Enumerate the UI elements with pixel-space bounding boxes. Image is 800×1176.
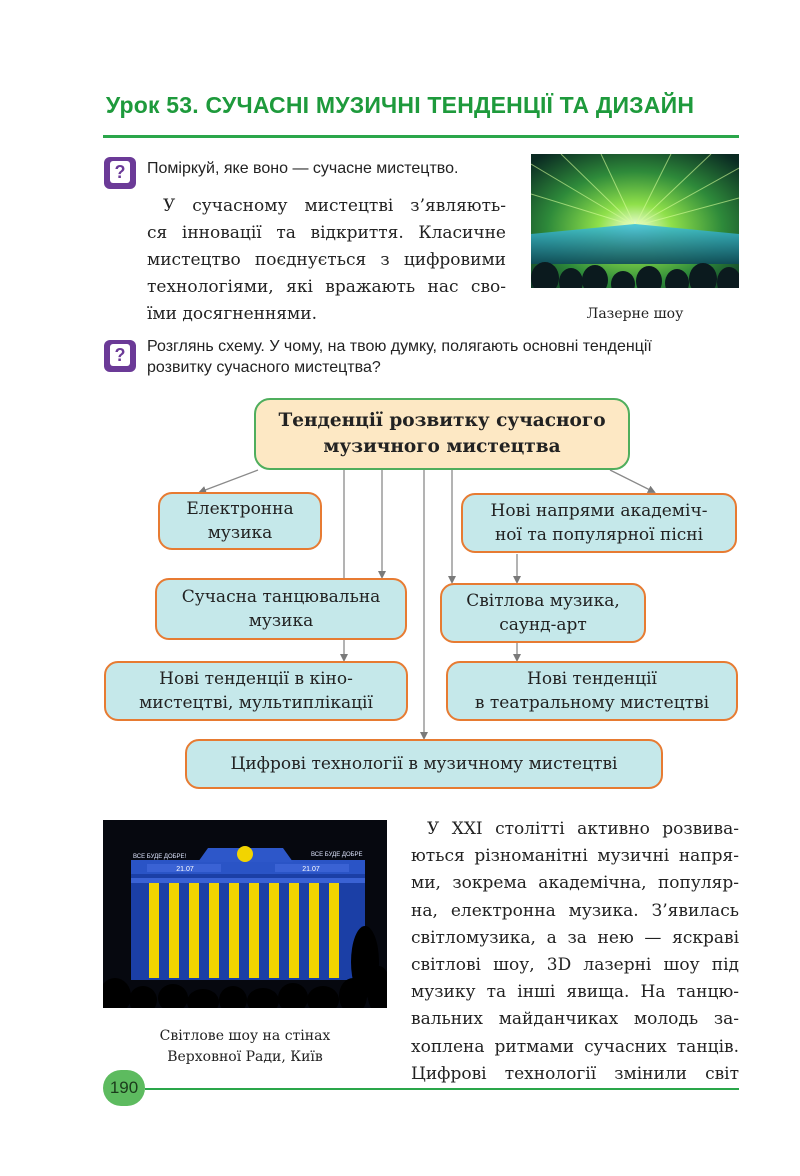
node-theatre <box>446 661 738 721</box>
rada-light-show-photo <box>103 820 387 1008</box>
node-academic-popular-song <box>461 493 737 553</box>
paragraph-line: світломузика, а за нею — яскраві <box>411 927 739 948</box>
node-dance-music <box>155 578 407 640</box>
node-line: саунд-арт <box>499 615 587 635</box>
caption-line: Верховної Ради, Київ <box>167 1049 323 1065</box>
caption-line: Світлове шоу на стінах <box>159 1028 331 1044</box>
intro-line: У сучасному мистецтві з’являють- <box>163 196 506 216</box>
node-line: в театральному мистецтві <box>474 693 710 713</box>
question-icon: ? <box>104 157 136 189</box>
rada-building-illustration <box>103 820 387 1008</box>
node-line: Нові тенденції <box>527 669 657 689</box>
root-line: Тенденції розвитку сучасного <box>278 410 606 431</box>
main-paragraph <box>411 816 739 1088</box>
paragraph-line: музику та інші явища. На танцю- <box>411 982 739 1003</box>
node-light-music <box>440 583 646 643</box>
paragraph-line: ми, зокрема академічна, популяр- <box>411 873 739 894</box>
node-line: музика <box>207 523 273 543</box>
intro-line: ся інновації та відкриття. Класичне <box>147 223 506 243</box>
paragraph-line: Цифрові технології змінили світ <box>411 1063 739 1084</box>
banner-right: ВСЕ БУДЕ ДОБРЕ <box>311 852 363 858</box>
question-2-line: Розглянь схему. У чому, на твою думку, полягають основні тенденції <box>147 338 652 355</box>
date-label-left: 21.07 <box>176 866 194 873</box>
intro-line: їми досягненнями. <box>147 304 317 324</box>
question-icon: ? <box>104 340 136 372</box>
lesson-title: Урок 53. СУЧАСНІ МУЗИЧНІ ТЕНДЕНЦІЇ ТА ДИЗАЙН <box>105 92 695 118</box>
paragraph-line: хоплена ритмами сучасних танців. <box>411 1036 739 1057</box>
paragraph-line: вальних майданчиках молодь за- <box>411 1009 739 1030</box>
root-line: музичного мистецтва <box>323 436 561 457</box>
node-electronic-music <box>158 492 322 550</box>
footer-divider <box>145 1088 739 1090</box>
page-number: 190 <box>103 1070 145 1106</box>
node-cinema-animation <box>104 661 408 721</box>
node-line: ної та популярної пісні <box>494 525 704 545</box>
node-line: Нові напрями академіч- <box>490 501 708 521</box>
node-line: Нові тенденції в кіно- <box>159 669 353 689</box>
paragraph-line: ються різноманітні музичні напря- <box>411 846 739 867</box>
date-label-right: 21.07 <box>302 866 320 873</box>
node-line: Сучасна танцювальна <box>181 587 381 607</box>
banner-left: ВСЕ БУДЕ ДОБРЕ! <box>133 854 187 860</box>
question-2-line: розвитку сучасного мистецтва? <box>147 359 381 376</box>
paragraph-line: світлові шоу, 3D лазерні шоу під <box>411 955 739 976</box>
node-line: Світлова музика, <box>466 591 620 611</box>
intro-line: мистецтво поєднується з цифровими <box>147 250 506 270</box>
node-line: мистецтві, мультиплікації <box>139 693 373 713</box>
node-line: музика <box>248 611 314 631</box>
intro-line: технологіями, які вражають нас сво- <box>147 277 506 297</box>
node-line: Електронна <box>186 499 294 519</box>
diagram-root <box>254 398 630 470</box>
laser-show-caption: Лазерне шоу <box>586 306 684 322</box>
paragraph-line: на, електронна музика. З’явилась <box>411 900 739 921</box>
rada-caption <box>103 1026 387 1068</box>
node-digital-technologies: Цифрові технології в музичному мистецтві <box>185 739 663 789</box>
paragraph-line: У XXI столітті активно розвива- <box>427 819 739 839</box>
question-1-text: Поміркуй, яке воно — сучасне мистецтво. <box>147 160 459 177</box>
